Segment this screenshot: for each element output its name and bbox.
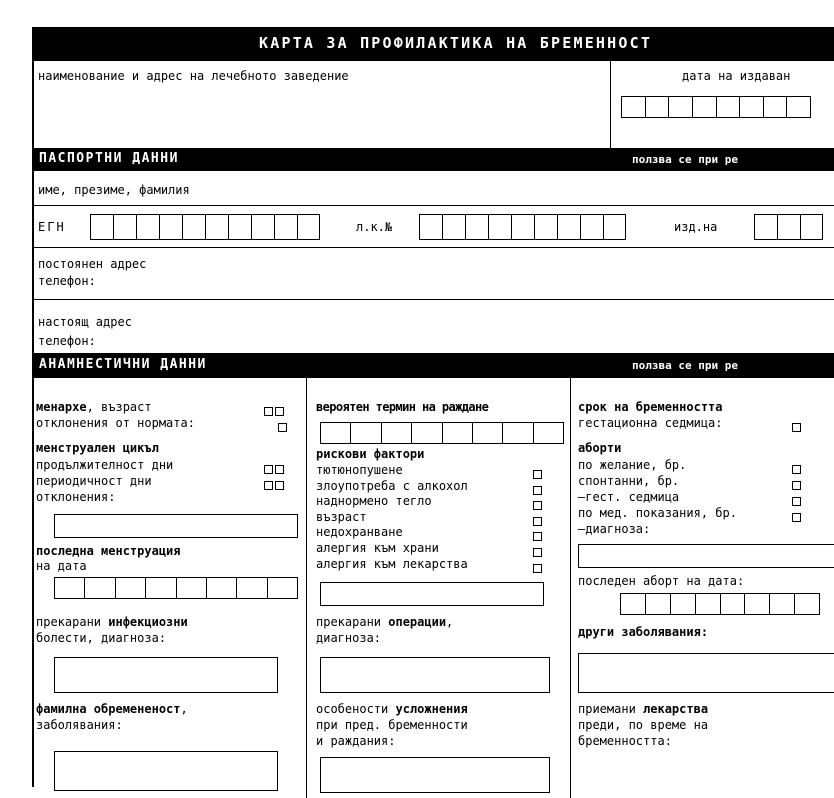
- risk-factors-heading: рискови фактори: [316, 447, 425, 461]
- risk-factors-field[interactable]: [320, 582, 544, 606]
- risk-factor-checkbox[interactable]: [531, 558, 542, 577]
- infectious-diagnosis-field[interactable]: [54, 657, 278, 693]
- cycle-periodicity-boxes[interactable]: [262, 475, 284, 494]
- last-menstruation-heading: последна менструация: [36, 544, 181, 558]
- anamnesis-section-bar: [34, 353, 834, 378]
- medication-label: приемани лекарства: [578, 702, 709, 716]
- permanent-address-label: постоянен адрес: [38, 257, 147, 271]
- abortion-diagnosis-label: –диагноза:: [578, 522, 651, 536]
- pregnancy-term-heading: срок на бременността: [578, 400, 723, 414]
- anamnesis-heading: АНАМНЕСТИЧНИ ДАННИ: [39, 357, 207, 372]
- risk-factor-label: недохранване: [316, 525, 403, 540]
- cycle-periodicity-label: периодичност дни: [36, 474, 152, 488]
- current-phone-label: телефон:: [38, 334, 96, 348]
- family-diseases-field[interactable]: [54, 751, 278, 791]
- infectious-diseases-label: прекарани инфекциозни: [36, 615, 188, 629]
- issue-date-label: дата на издаван: [682, 69, 791, 83]
- gestation-week-label: гестационна седмица:: [578, 416, 723, 430]
- due-date-field[interactable]: [320, 422, 564, 444]
- permanent-phone-label: телефон:: [38, 274, 96, 288]
- egn-field[interactable]: [90, 214, 320, 240]
- other-diseases-label: други заболявания:: [578, 625, 709, 639]
- complications-line3: и раждания:: [316, 734, 396, 748]
- family-history-label: фамилна обремененост,: [36, 702, 188, 716]
- risk-factor-label: злоупотреба с алкохол: [316, 478, 468, 493]
- gestation-week-box[interactable]: [790, 417, 801, 436]
- prophylaxis-card-form: [32, 27, 834, 787]
- abortion-item-label: спонтанни, бр.: [578, 474, 680, 488]
- risk-factor-label: алергия към храни: [316, 541, 439, 555]
- deviations-norm-checkbox[interactable]: [276, 417, 287, 436]
- last-menstruation-date-label: на дата: [36, 559, 87, 573]
- form-title: КАРТА ЗА ПРОФИЛАКТИКА НА БРЕМЕННОСТ: [259, 34, 653, 52]
- issued-by-label: изд.на: [674, 220, 718, 234]
- risk-factor-label: възраст: [316, 509, 367, 524]
- due-date-label: вероятен термин на раждане: [316, 400, 489, 414]
- operations-diagnosis-field[interactable]: [320, 657, 550, 693]
- abortion-item-label: по мед. показания, бр.: [578, 506, 737, 520]
- id-card-field[interactable]: [419, 214, 626, 240]
- menarche-label: менархе, възраст: [36, 400, 152, 414]
- family-diseases-label: заболявания:: [36, 718, 123, 732]
- complications-field[interactable]: [320, 757, 550, 793]
- risk-factor-label: наднормено тегло: [316, 494, 432, 509]
- cycle-deviations-field[interactable]: [54, 514, 298, 538]
- complications-line2: при пред. бременности: [316, 718, 468, 732]
- operations-diagnosis-label: диагноза:: [316, 631, 382, 645]
- deviations-norm-label: отклонения от нормата:: [36, 416, 195, 430]
- abortion-item-label: по желание, бр.: [578, 458, 687, 472]
- divider-permanent-address: [34, 299, 834, 300]
- last-abortion-date-field[interactable]: [620, 593, 820, 615]
- risk-factor-label: алергия към лекарства: [316, 556, 468, 571]
- id-card-label: л.к.№: [356, 220, 393, 234]
- passport-section-bar: [34, 148, 834, 171]
- medication-line3: бременността:: [578, 734, 672, 748]
- divider-egn: [34, 247, 834, 248]
- anamnesis-col-divider-1: [306, 378, 307, 798]
- anamnesis-note: ползва се при ре: [632, 359, 738, 372]
- abortion-item-checkbox[interactable]: [790, 507, 801, 526]
- title-bar: [34, 27, 834, 61]
- medication-line2: преди, по време на: [578, 718, 709, 732]
- current-address-label: настоящ адрес: [38, 315, 132, 329]
- risk-factor-label: тютюнопушене: [316, 463, 403, 477]
- abortion-item-label: –гест. седмица: [578, 490, 680, 504]
- last-abortion-label: последен аборт на дата:: [578, 574, 745, 588]
- divider-name: [34, 205, 834, 206]
- cycle-duration-label: продължителност дни: [36, 458, 174, 472]
- passport-note: ползва се при ре: [632, 153, 738, 166]
- issue-date-field[interactable]: [621, 96, 811, 118]
- complications-label: особености усложнения: [316, 702, 468, 716]
- full-name-label: име, презиме, фамилия: [38, 183, 190, 197]
- last-menstruation-date-field[interactable]: [54, 577, 298, 599]
- other-diseases-field[interactable]: [578, 653, 834, 693]
- menstrual-cycle-heading: менструален цикъл: [36, 441, 159, 455]
- institution-label: наименование и адрес на лечебното заведение: [38, 69, 349, 83]
- infectious-diagnosis-label: болести, диагноза:: [36, 631, 167, 645]
- operations-label: прекарани операции,: [316, 615, 454, 629]
- abortions-heading: аборти: [578, 441, 622, 455]
- anamnesis-col-divider-2: [570, 378, 571, 798]
- issued-by-date-field[interactable]: [754, 214, 823, 240]
- abortion-diagnosis-field[interactable]: [578, 544, 834, 568]
- passport-heading: ПАСПОРТНИ ДАННИ: [39, 151, 179, 166]
- egn-label: ЕГН: [38, 220, 66, 234]
- cycle-deviations-label: отклонения:: [36, 490, 116, 504]
